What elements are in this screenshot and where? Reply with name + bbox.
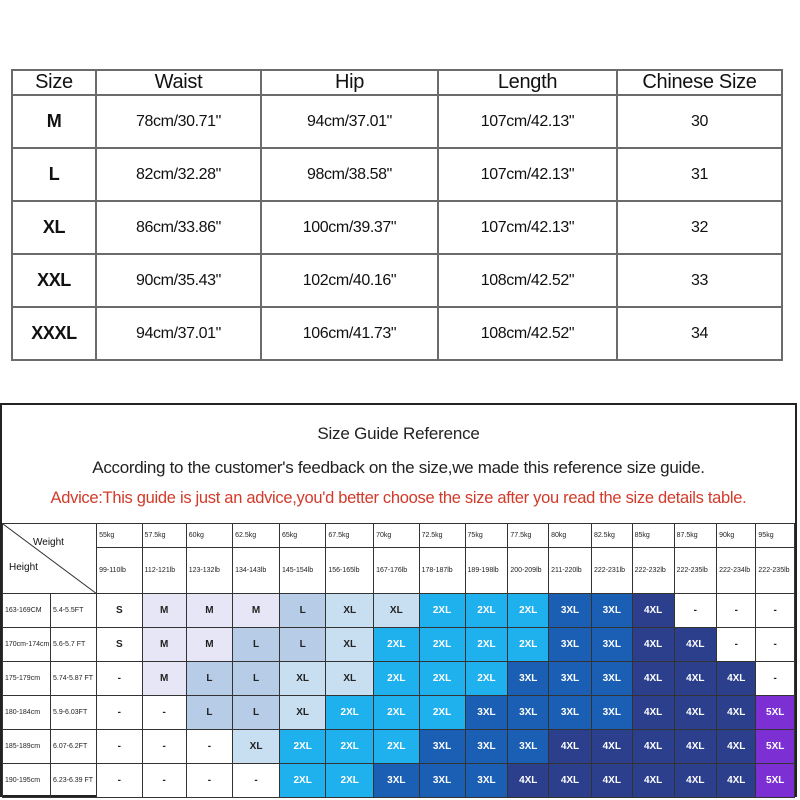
size-recommendation-cell: 2XL [465, 628, 508, 662]
size-recommendation-cell: 2XL [508, 628, 549, 662]
size-recommendation-cell: 2XL [279, 730, 325, 764]
size-recommendation-cell: 3XL [508, 662, 549, 696]
chinese-size-cell: 34 [617, 307, 782, 360]
size-recommendation-cell: S [97, 628, 142, 662]
size-recommendation-cell: 3XL [549, 662, 592, 696]
weight-lb-cell: 222-231lb [591, 548, 632, 594]
size-recommendation-cell: L [233, 628, 280, 662]
size-recommendation-cell: L [279, 628, 325, 662]
hip-cell: 100cm/39.37" [261, 201, 438, 254]
size-recommendation-cell: 3XL [465, 764, 508, 798]
size-recommendation-cell: 4XL [549, 730, 592, 764]
size-recommendation-cell: - [142, 730, 186, 764]
size-recommendation-cell: - [756, 594, 795, 628]
header-hip: Hip [261, 70, 438, 95]
size-recommendation-cell: - [717, 594, 756, 628]
weight-kg-cell: 65kg [279, 524, 325, 548]
height-cm-cell: 180-184cm [3, 696, 51, 730]
size-recommendation-cell: 4XL [632, 764, 674, 798]
size-guide-reference [0, 403, 797, 797]
size-table-row [12, 307, 782, 360]
size-recommendation-cell: 2XL [374, 662, 420, 696]
weight-lb-cell: 167-176lb [374, 548, 420, 594]
weight-height-corner [3, 524, 97, 594]
size-recommendation-cell: 3XL [374, 764, 420, 798]
size-recommendation-cell: 3XL [419, 730, 465, 764]
weight-lb-cell: 99-110lb [97, 548, 142, 594]
size-recommendation-cell: XL [374, 594, 420, 628]
size-recommendation-cell: 2XL [419, 662, 465, 696]
length-cell: 107cm/42.13" [438, 201, 617, 254]
size-recommendation-cell: XL [279, 696, 325, 730]
corner-height-label: Height [9, 562, 38, 573]
guide-advice: Advice:This guide is just an advice,you'd better choose the size after you read the size details table. [50, 489, 747, 507]
header-size: Size [12, 70, 96, 95]
size-recommendation-cell: 4XL [508, 764, 549, 798]
height-cm-cell: 163-169CM [3, 594, 51, 628]
size-recommendation-cell: 5XL [756, 764, 795, 798]
size-recommendation-cell: 4XL [717, 696, 756, 730]
size-recommendation-cell: 4XL [549, 764, 592, 798]
height-row [3, 628, 795, 662]
weight-kg-cell: 75kg [465, 524, 508, 548]
height-row [3, 730, 795, 764]
size-recommendation-cell: 4XL [717, 730, 756, 764]
size-recommendation-cell: 5XL [756, 696, 795, 730]
waist-cell: 78cm/30.71" [96, 95, 261, 148]
size-recommendation-cell: XL [233, 730, 280, 764]
hip-cell: 98cm/38.58" [261, 148, 438, 201]
waist-cell: 94cm/37.01" [96, 307, 261, 360]
size-recommendation-cell: 2XL [508, 594, 549, 628]
hip-cell: 102cm/40.16" [261, 254, 438, 307]
size-recommendation-cell: - [186, 764, 232, 798]
weight-lb-cell: 189-198lb [465, 548, 508, 594]
weight-kg-cell: 60kg [186, 524, 232, 548]
size-recommendation-cell: 3XL [591, 628, 632, 662]
size-cell: XXXL [12, 307, 96, 360]
weight-lb-cell: 211-220lb [549, 548, 592, 594]
guide-title: Size Guide Reference [317, 424, 480, 443]
size-recommendation-cell: 4XL [591, 730, 632, 764]
size-recommendation-cell: M [142, 662, 186, 696]
weight-kg-cell: 85kg [632, 524, 674, 548]
length-cell: 107cm/42.13" [438, 95, 617, 148]
size-recommendation-cell: 3XL [465, 730, 508, 764]
size-recommendation-cell: L [186, 662, 232, 696]
height-row [3, 662, 795, 696]
size-recommendation-cell: L [186, 696, 232, 730]
chinese-size-cell: 33 [617, 254, 782, 307]
size-recommendation-cell: 3XL [591, 662, 632, 696]
size-recommendation-cell: 3XL [465, 696, 508, 730]
chinese-size-cell: 31 [617, 148, 782, 201]
weight-lb-cell: 222-235lb [674, 548, 716, 594]
height-ft-cell: 5.6-5.7 FT [51, 628, 97, 662]
weight-kg-cell: 55kg [97, 524, 142, 548]
size-recommendation-cell: - [717, 628, 756, 662]
size-recommendation-cell: 3XL [549, 696, 592, 730]
size-recommendation-cell: S [97, 594, 142, 628]
size-recommendation-cell: 2XL [374, 628, 420, 662]
size-recommendation-cell: 5XL [756, 730, 795, 764]
size-recommendation-cell: 4XL [674, 696, 716, 730]
size-recommendation-cell: 4XL [674, 662, 716, 696]
size-cell: XXL [12, 254, 96, 307]
weight-kg-cell: 72.5kg [419, 524, 465, 548]
size-recommendation-cell: 4XL [591, 764, 632, 798]
waist-cell: 86cm/33.86" [96, 201, 261, 254]
size-recommendation-cell: 2XL [465, 594, 508, 628]
length-cell: 107cm/42.13" [438, 148, 617, 201]
size-recommendation-cell: - [756, 662, 795, 696]
size-detail-table [11, 69, 783, 361]
hip-cell: 106cm/41.73" [261, 307, 438, 360]
size-recommendation-cell: 2XL [465, 662, 508, 696]
size-table-row [12, 148, 782, 201]
size-recommendation-cell: 3XL [549, 628, 592, 662]
size-recommendation-cell: 4XL [632, 662, 674, 696]
waist-cell: 90cm/35.43" [96, 254, 261, 307]
weight-lb-cell: 200-209lb [508, 548, 549, 594]
size-table-row [12, 201, 782, 254]
height-cm-cell: 185-189cm [3, 730, 51, 764]
weight-lb-cell: 222-232lb [632, 548, 674, 594]
size-recommendation-cell: M [186, 594, 232, 628]
size-recommendation-cell: XL [326, 628, 374, 662]
chinese-size-cell: 32 [617, 201, 782, 254]
weight-kg-cell: 80kg [549, 524, 592, 548]
size-recommendation-cell: XL [279, 662, 325, 696]
size-cell: L [12, 148, 96, 201]
size-recommendation-cell: 2XL [419, 696, 465, 730]
size-recommendation-cell: 3XL [549, 594, 592, 628]
weight-lb-cell: 134-143lb [233, 548, 280, 594]
weight-kg-cell: 87.5kg [674, 524, 716, 548]
size-recommendation-cell: L [233, 696, 280, 730]
size-guide-grid [2, 523, 795, 798]
height-ft-cell: 5.9-6.03FT [51, 696, 97, 730]
chinese-size-cell: 30 [617, 95, 782, 148]
size-recommendation-cell: 4XL [632, 628, 674, 662]
weight-lb-cell: 123-132lb [186, 548, 232, 594]
weight-kg-cell: 57.5kg [142, 524, 186, 548]
size-recommendation-cell: XL [326, 594, 374, 628]
corner-diagonal [3, 524, 97, 594]
size-recommendation-cell: L [279, 594, 325, 628]
corner-weight-label: Weight [33, 537, 64, 548]
size-recommendation-cell: 3XL [591, 594, 632, 628]
size-recommendation-cell: 2XL [279, 764, 325, 798]
size-recommendation-cell: 4XL [632, 594, 674, 628]
size-table-row [12, 254, 782, 307]
size-recommendation-cell: 2XL [374, 730, 420, 764]
weight-kg-cell: 95kg [756, 524, 795, 548]
size-recommendation-cell: 4XL [674, 764, 716, 798]
height-row [3, 764, 795, 798]
height-cm-cell: 175-179cm [3, 662, 51, 696]
size-recommendation-cell: 2XL [374, 696, 420, 730]
size-table-row [12, 95, 782, 148]
size-recommendation-cell: M [233, 594, 280, 628]
size-recommendation-cell: 2XL [326, 730, 374, 764]
weight-lb-cell: 112-121lb [142, 548, 186, 594]
waist-cell: 82cm/32.28" [96, 148, 261, 201]
height-row [3, 594, 795, 628]
length-cell: 108cm/42.52" [438, 307, 617, 360]
size-recommendation-cell: 2XL [326, 696, 374, 730]
size-recommendation-cell: 4XL [632, 730, 674, 764]
header-length: Length [438, 70, 617, 95]
size-recommendation-cell: M [142, 628, 186, 662]
weight-kg-cell: 70kg [374, 524, 420, 548]
size-recommendation-cell: 3XL [508, 696, 549, 730]
height-cm-cell: 190-195cm [3, 764, 51, 798]
weight-kg-cell: 77.5kg [508, 524, 549, 548]
size-recommendation-cell: - [142, 696, 186, 730]
height-cm-cell: 170cm-174cm [3, 628, 51, 662]
header-chinese-size: Chinese Size [617, 70, 782, 95]
size-recommendation-cell: - [674, 594, 716, 628]
weight-kg-row [3, 524, 795, 548]
size-recommendation-cell: 2XL [326, 764, 374, 798]
weight-kg-cell: 90kg [717, 524, 756, 548]
size-recommendation-cell: - [233, 764, 280, 798]
height-ft-cell: 5.74-5.87 FT [51, 662, 97, 696]
hip-cell: 94cm/37.01" [261, 95, 438, 148]
size-recommendation-cell: - [97, 730, 142, 764]
height-row [3, 696, 795, 730]
weight-kg-cell: 62.5kg [233, 524, 280, 548]
weight-kg-cell: 67.5kg [326, 524, 374, 548]
size-recommendation-cell: - [756, 628, 795, 662]
header-waist: Waist [96, 70, 261, 95]
weight-kg-cell: 82.5kg [591, 524, 632, 548]
size-recommendation-cell: - [97, 696, 142, 730]
size-recommendation-cell: 4XL [674, 628, 716, 662]
size-recommendation-cell: 4XL [717, 662, 756, 696]
size-recommendation-cell: 3XL [508, 730, 549, 764]
weight-lb-cell: 156-165lb [326, 548, 374, 594]
size-recommendation-cell: 2XL [419, 628, 465, 662]
size-recommendation-cell: 4XL [632, 696, 674, 730]
size-recommendation-cell: XL [326, 662, 374, 696]
size-recommendation-cell: - [186, 730, 232, 764]
length-cell: 108cm/42.52" [438, 254, 617, 307]
size-recommendation-cell: 2XL [419, 594, 465, 628]
weight-lb-cell: 145-154lb [279, 548, 325, 594]
size-recommendation-cell: - [97, 662, 142, 696]
size-recommendation-cell: - [142, 764, 186, 798]
size-recommendation-cell: 4XL [717, 764, 756, 798]
height-ft-cell: 5.4-5.5FT [51, 594, 97, 628]
size-recommendation-cell: M [142, 594, 186, 628]
size-recommendation-cell: 3XL [419, 764, 465, 798]
size-table-header-row [12, 70, 782, 95]
size-recommendation-cell: 3XL [591, 696, 632, 730]
height-ft-cell: 6.23-6.39 FT [51, 764, 97, 798]
size-cell: M [12, 95, 96, 148]
size-recommendation-cell: 4XL [674, 730, 716, 764]
height-ft-cell: 6.07-6.2FT [51, 730, 97, 764]
weight-lb-cell: 178-187lb [419, 548, 465, 594]
size-recommendation-cell: L [233, 662, 280, 696]
size-recommendation-cell: - [97, 764, 142, 798]
weight-lb-row [3, 548, 795, 594]
size-cell: XL [12, 201, 96, 254]
size-recommendation-cell: M [186, 628, 232, 662]
weight-lb-cell: 222-235lb [756, 548, 795, 594]
weight-lb-cell: 222-234lb [717, 548, 756, 594]
guide-description: According to the customer's feedback on the size,we made this reference size guide. [92, 458, 705, 477]
